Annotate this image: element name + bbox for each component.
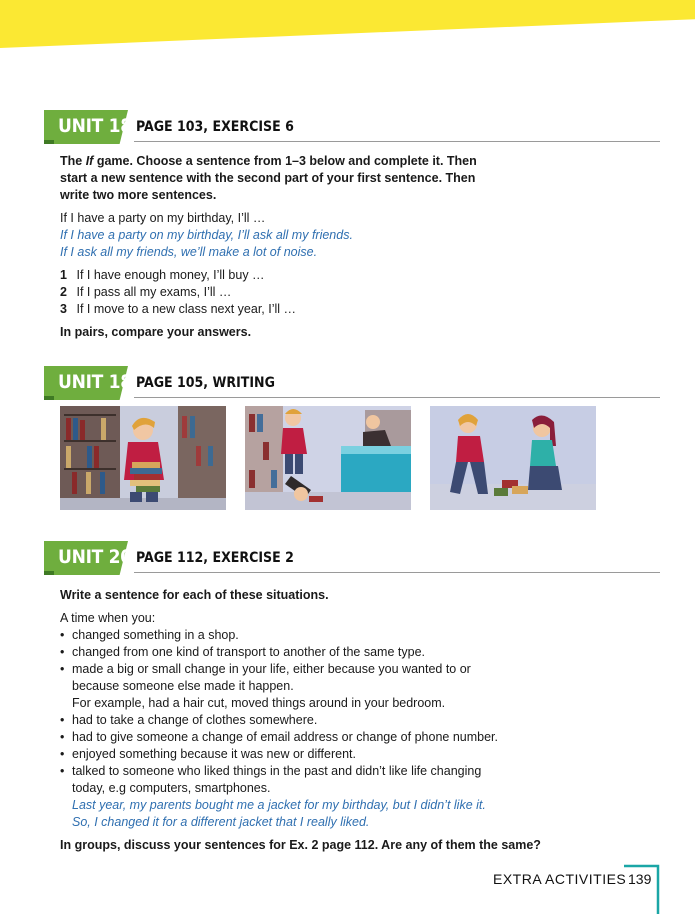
example-answer: If I ask all my friends, we’ll make a lot of noise. <box>60 245 318 259</box>
list-item <box>60 729 505 746</box>
item-number: 3 <box>60 302 67 316</box>
item-text: talked to someone who liked things in the past and didn’t like life changing today, e.g computers, smartphones. <box>72 764 482 795</box>
closing-instruction: In pairs, compare your answers. <box>60 325 252 339</box>
unit-label: UNIT 18 <box>58 115 132 137</box>
page-corner-icon <box>624 864 662 914</box>
list-item <box>60 267 620 284</box>
example-answer: So, I changed it for a different jacket that I really liked. <box>72 815 370 829</box>
unit-title: PAGE 105, WRITING <box>136 375 275 391</box>
item-text: If I have enough money, I’ll buy … <box>76 268 265 282</box>
example-answer: If I have a party on my birthday, I’ll ask all my friends. <box>60 228 353 242</box>
instruction-start: The <box>60 154 86 168</box>
footer-section-label: EXTRA ACTIVITIES <box>493 871 627 887</box>
instruction <box>60 153 505 204</box>
unit-header-3 <box>44 541 660 581</box>
situation-list <box>60 627 505 797</box>
divider <box>134 141 660 142</box>
unit-title: PAGE 112, EXERCISE 2 <box>136 550 294 566</box>
list-item <box>60 284 620 301</box>
divider <box>134 572 660 573</box>
example-answer: Last year, my parents bought me a jacket for my birthday, but I didn’t like it. <box>72 798 486 812</box>
illustration-library-books <box>60 406 226 510</box>
unit-title: PAGE 103, EXERCISE 6 <box>136 119 294 135</box>
unit-header-1 <box>44 110 660 150</box>
item-text: enjoyed something because it was new or different. <box>72 747 356 761</box>
item-text: If I move to a new class next year, I’ll … <box>76 302 297 316</box>
bullet-icon: • <box>60 730 65 744</box>
writing-illustrations <box>60 406 600 512</box>
list-item <box>60 644 505 661</box>
list-item <box>60 763 505 797</box>
item-text: had to take a change of clothes somewhere. <box>72 713 318 727</box>
bullet-icon: • <box>60 764 65 778</box>
bullet-icon: • <box>60 662 65 676</box>
list-item <box>60 746 505 763</box>
unit-header-2 <box>44 366 660 406</box>
unit-label: UNIT 18 <box>58 371 132 393</box>
closing-instruction: In groups, discuss your sentences for Ex. 2 page 112. Are any of them the same? <box>60 838 541 852</box>
item-text: changed from one kind of transport to another of the same type. <box>72 645 425 659</box>
bullet-icon: • <box>60 747 65 761</box>
list-item <box>60 661 505 712</box>
illustration-shop-fall <box>245 406 411 510</box>
item-text: changed something in a shop. <box>72 628 239 642</box>
exercise-6-body <box>60 153 620 341</box>
list-item <box>60 301 620 318</box>
list-item <box>60 712 505 729</box>
unit-label: UNIT 20 <box>58 546 132 568</box>
item-number: 1 <box>60 268 67 282</box>
bullet-icon: • <box>60 645 65 659</box>
instruction-italic: If <box>85 154 94 168</box>
illustration-picking-up-books <box>430 406 596 510</box>
item-number: 2 <box>60 285 67 299</box>
numbered-list <box>60 267 620 318</box>
item-text: had to give someone a change of email address or change of phone number. <box>72 730 498 744</box>
divider <box>134 397 660 398</box>
exercise-2-body <box>60 587 620 854</box>
intro-text: A time when you: <box>60 611 156 625</box>
bullet-icon: • <box>60 713 65 727</box>
page-number: 139 <box>628 871 652 887</box>
instruction: Write a sentence for each of these situations. <box>60 588 329 602</box>
instruction-rest: game. Choose a sentence from 1–3 below and complete it. Then start a new sentence with the second part of your first sentence. Then write two more sentences. <box>60 154 477 202</box>
top-yellow-band <box>0 0 695 48</box>
bullet-icon: • <box>60 628 65 642</box>
item-text: If I pass all my exams, I’ll … <box>76 285 232 299</box>
item-example-text: For example, had a hair cut, moved things around in your bedroom. <box>72 696 446 710</box>
list-item <box>60 627 505 644</box>
item-text: made a big or small change in your life, either because you wanted to or because someone else made it happen. <box>72 662 471 693</box>
example-prompt: If I have a party on my birthday, I’ll … <box>60 211 266 225</box>
